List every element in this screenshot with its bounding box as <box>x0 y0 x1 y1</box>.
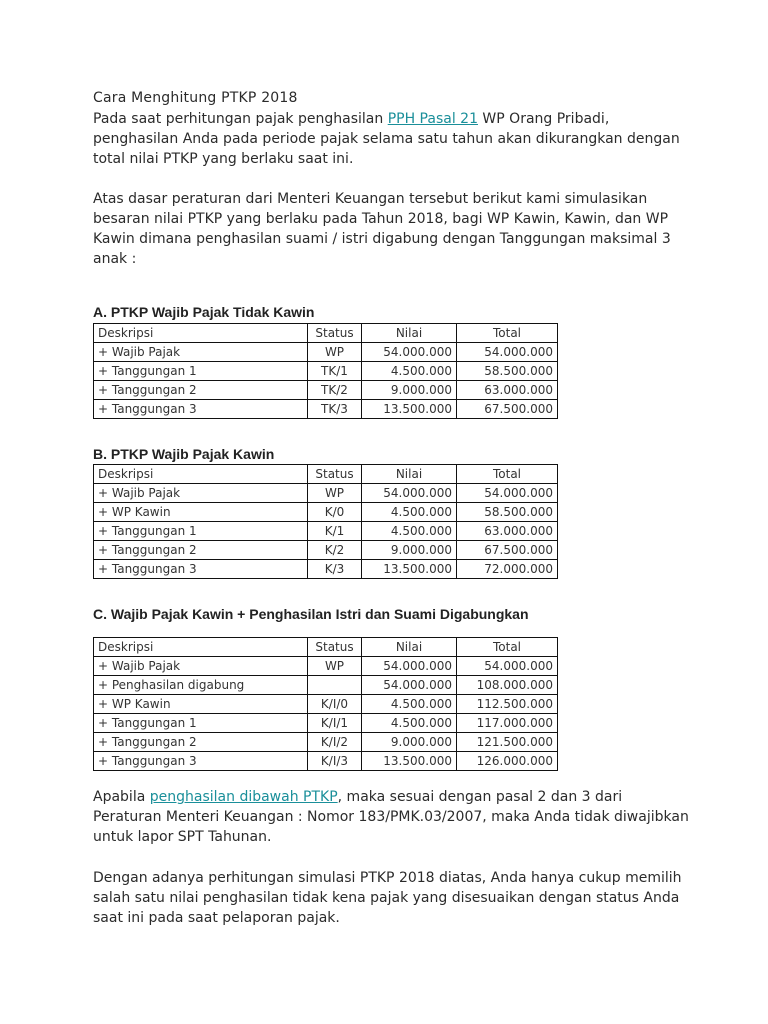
table-cell: 126.000.000 <box>457 752 558 771</box>
header-cell: Deskripsi <box>94 638 308 657</box>
header-cell: Status <box>308 638 362 657</box>
table-cell: TK/1 <box>308 362 362 381</box>
table-cell: TK/3 <box>308 400 362 419</box>
table-cell: 13.500.000 <box>362 560 457 579</box>
table-cell: + Wajib Pajak <box>94 484 308 503</box>
table-row <box>94 400 558 419</box>
table-b <box>93 464 558 579</box>
table-row <box>94 541 558 560</box>
table-cell: K/I/0 <box>308 695 362 714</box>
closing-paragraph: Dengan adanya perhitungan simulasi PTKP 2018 diatas, Anda hanya cukup memilih salah satu nilai penghasilan tidak kena pajak yang disesuaikan dengan status Anda saat ini pada saat pelaporan pajak. <box>93 870 682 926</box>
table-cell: + Wajib Pajak <box>94 343 308 362</box>
table-row <box>94 714 558 733</box>
table-cell: K/1 <box>308 522 362 541</box>
table-cell: 108.000.000 <box>457 676 558 695</box>
table-cell: 54.000.000 <box>362 657 457 676</box>
ptkp-paragraph <box>93 787 693 847</box>
table-row <box>94 752 558 771</box>
header-cell: Nilai <box>362 465 457 484</box>
table-cell: 54.000.000 <box>362 343 457 362</box>
table-cell: 9.000.000 <box>362 541 457 560</box>
table-cell: + Tanggungan 2 <box>94 541 308 560</box>
table-row <box>94 657 558 676</box>
section-c-title: C. Wajib Pajak Kawin + Penghasilan Istri dan Suami Digabungkan <box>93 606 529 622</box>
table-cell: 63.000.000 <box>457 522 558 541</box>
table-cell: + Tanggungan 3 <box>94 560 308 579</box>
header-cell: Deskripsi <box>94 465 308 484</box>
table-cell: 112.500.000 <box>457 695 558 714</box>
table-header-row <box>94 465 558 484</box>
table-cell: K/2 <box>308 541 362 560</box>
table-cell: 121.500.000 <box>457 733 558 752</box>
table-cell: + Tanggungan 1 <box>94 362 308 381</box>
header-cell: Nilai <box>362 324 457 343</box>
table-c <box>93 637 558 771</box>
header-cell: Total <box>457 465 558 484</box>
table-header-row <box>94 638 558 657</box>
intro-paragraph <box>93 109 693 169</box>
table-row <box>94 362 558 381</box>
intro-text-1: Pada saat perhitungan pajak penghasilan <box>93 111 388 127</box>
section-b-title: B. PTKP Wajib Pajak Kawin <box>93 446 275 462</box>
table-cell: 9.000.000 <box>362 381 457 400</box>
table-row <box>94 522 558 541</box>
table-cell: + WP Kawin <box>94 695 308 714</box>
table-header-row <box>94 324 558 343</box>
doc-title: Cara Menghitung PTKP 2018 <box>93 90 298 106</box>
table-cell: 54.000.000 <box>362 484 457 503</box>
simulation-paragraph: Atas dasar peraturan dari Menteri Keuangan tersebut berikut kami simulasikan besaran nilai PTKP yang berlaku pada Tahun 2018, bagi WP Kawin, Kawin, dan WP Kawin dimana penghasilan suami / istri digabung dengan Tanggungan maksimal 3 anak : <box>93 191 671 267</box>
table-cell: 72.000.000 <box>457 560 558 579</box>
table-cell: 13.500.000 <box>362 752 457 771</box>
table-cell: K/I/2 <box>308 733 362 752</box>
header-cell: Total <box>457 638 558 657</box>
table-cell: 54.000.000 <box>362 676 457 695</box>
table-cell: 54.000.000 <box>457 657 558 676</box>
table-row <box>94 560 558 579</box>
table-cell: K/I/1 <box>308 714 362 733</box>
table-cell: + Penghasilan digabung <box>94 676 308 695</box>
table-cell: + Tanggungan 1 <box>94 522 308 541</box>
table-cell: + WP Kawin <box>94 503 308 522</box>
table-cell: 4.500.000 <box>362 695 457 714</box>
table-cell: 54.000.000 <box>457 343 558 362</box>
header-cell: Deskripsi <box>94 324 308 343</box>
table-row <box>94 484 558 503</box>
table-row <box>94 733 558 752</box>
table-cell: 4.500.000 <box>362 714 457 733</box>
table-cell <box>308 676 362 695</box>
table-row <box>94 676 558 695</box>
table-cell: 13.500.000 <box>362 400 457 419</box>
table-row <box>94 381 558 400</box>
table-cell: K/3 <box>308 560 362 579</box>
header-cell: Status <box>308 465 362 484</box>
table-cell: K/I/3 <box>308 752 362 771</box>
table-row <box>94 343 558 362</box>
table-row <box>94 695 558 714</box>
table-cell: WP <box>308 343 362 362</box>
ptkp-text-1: Apabila <box>93 789 150 805</box>
table-cell: K/0 <box>308 503 362 522</box>
section-a-title: A. PTKP Wajib Pajak Tidak Kawin <box>93 304 315 320</box>
table-cell: WP <box>308 484 362 503</box>
table-cell: 4.500.000 <box>362 362 457 381</box>
table-cell: + Tanggungan 2 <box>94 733 308 752</box>
penghasilan-dibawah-ptkp-link[interactable]: penghasilan dibawah PTKP <box>149 789 338 805</box>
table-cell: 67.500.000 <box>457 541 558 560</box>
table-a <box>93 323 558 419</box>
table-cell: 54.000.000 <box>457 484 558 503</box>
pph-pasal-21-link[interactable]: PPH Pasal 21 <box>387 111 478 127</box>
table-cell: 58.500.000 <box>457 503 558 522</box>
table-cell: TK/2 <box>308 381 362 400</box>
table-cell: 117.000.000 <box>457 714 558 733</box>
table-cell: + Tanggungan 3 <box>94 752 308 771</box>
intro-text-2: WP Orang Pribadi, penghasilan Anda pada periode pajak selama satu tahun akan dikurangkan dengan total nilai PTKP yang berlaku saat ini. <box>93 111 680 167</box>
table-cell: + Tanggungan 3 <box>94 400 308 419</box>
table-cell: 9.000.000 <box>362 733 457 752</box>
header-cell: Nilai <box>362 638 457 657</box>
table-cell: 67.500.000 <box>457 400 558 419</box>
table-cell: + Tanggungan 1 <box>94 714 308 733</box>
header-cell: Status <box>308 324 362 343</box>
table-cell: 4.500.000 <box>362 522 457 541</box>
table-cell: 63.000.000 <box>457 381 558 400</box>
header-cell: Total <box>457 324 558 343</box>
table-cell: + Tanggungan 2 <box>94 381 308 400</box>
table-cell: + Wajib Pajak <box>94 657 308 676</box>
table-cell: 58.500.000 <box>457 362 558 381</box>
table-row <box>94 503 558 522</box>
table-cell: 4.500.000 <box>362 503 457 522</box>
ptkp-text-2: , maka sesuai dengan pasal 2 dan 3 dari Peraturan Menteri Keuangan : Nomor 183/PMK.03/2007, maka Anda tidak diwajibkan untuk lapor SPT Tahunan. <box>93 789 689 845</box>
table-cell: WP <box>308 657 362 676</box>
